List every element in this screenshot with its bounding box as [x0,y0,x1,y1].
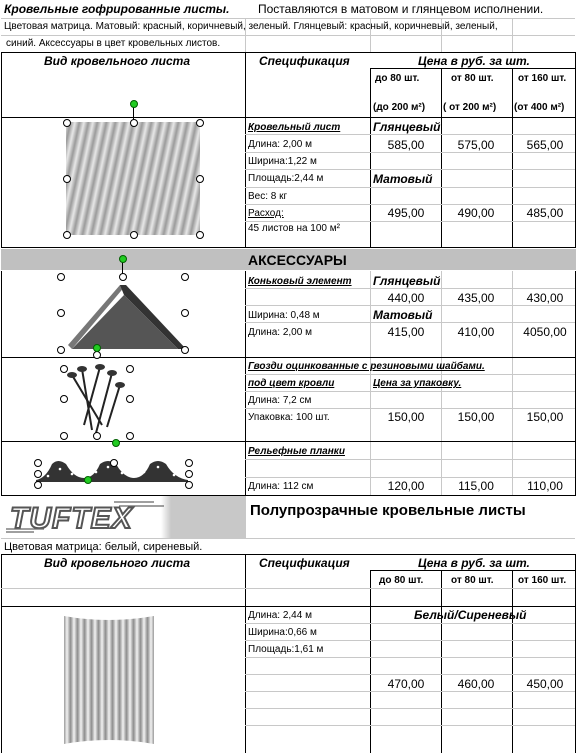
nails-price: 150,00 [457,410,495,424]
selection-handle-icon[interactable] [181,346,189,354]
sheet-length: Длина: 2,00 м [248,139,312,150]
selection-handle-icon[interactable] [126,395,134,403]
table2-tier-1: до 80 шт. [379,575,424,586]
page-subtitle: Поставляются в матовом и глянцевом исполнении. [258,2,544,16]
ridge-glossy-price: 435,00 [457,291,495,305]
selection-handle-icon[interactable] [196,175,204,183]
ridge-matte-price: 410,00 [457,325,495,339]
planks-price: 110,00 [527,479,563,493]
sheet-matte-label: Матовый [373,172,433,186]
tier-2: от 80 шт. [451,73,494,84]
color-matrix-line2: синий. Аксессуары в цвет кровельных листов. [6,38,221,49]
tier-3-area: (от 400 м²) [514,102,565,113]
selection-handle-icon[interactable] [60,395,68,403]
sheet-glossy-label: Глянцевый [373,120,441,134]
table2-price: 470,00 [387,677,425,691]
sheet-name: Кровельный лист [248,122,341,133]
col-header-spec: Спецификация [259,54,350,68]
ridge-matte-label: Матовый [373,308,433,322]
table2-tier-3: от 160 шт. [518,575,567,586]
col-header-price: Цена в руб. за шт. [418,54,530,68]
ridge-name: Коньковый элемент [248,276,352,287]
table2-length: Длина: 2,44 м [248,610,312,621]
tuftex-logo [4,498,169,534]
tier-1-area: (до 200 м²) [373,102,426,113]
selection-handle-icon[interactable] [60,365,68,373]
accessories-title: АКСЕССУАРЫ [248,252,347,268]
selection-handle-icon[interactable] [126,365,134,373]
translucent-sheet-image[interactable] [60,612,158,748]
sheet-usage-value: 45 листов на 100 м² [248,223,340,234]
rotation-handle-icon[interactable] [112,439,120,447]
selection-handle-icon[interactable] [60,432,68,440]
selection-handle-icon[interactable] [181,273,189,281]
selection-handle-icon[interactable] [34,481,42,489]
selection-handle-icon[interactable] [185,481,193,489]
sheet-matte-price: 485,00 [526,206,564,220]
table2-width: Ширина:0,66 м [248,627,317,638]
sheet-glossy-price: 565,00 [526,138,564,152]
table2-col-header-spec: Спецификация [259,556,350,570]
selection-handle-icon[interactable] [130,231,138,239]
nails-length: Длина: 7,2 см [248,395,312,406]
color-matrix-line1: Цветовая матрица. Матовый: красный, коричневый, зеленый. Глянцевый: красный, коричневый, зеленый, [4,21,498,32]
nails-name: Гвозди оцинкованные с резиновыми шайбами. [248,361,485,372]
rotation-handle-icon[interactable] [130,100,138,108]
tier-1: до 80 шт. [375,73,420,84]
selection-handle-icon[interactable] [181,309,189,317]
selection-handle-icon[interactable] [185,459,193,467]
selection-handle-icon[interactable] [34,459,42,467]
sheet-usage-label: Расход: [248,208,284,219]
nails-price: 150,00 [387,410,425,424]
table2-tier-2: от 80 шт. [451,575,494,586]
selection-handle-icon[interactable] [110,459,118,467]
sheet-width: Ширина:1,22 м [248,156,317,167]
selection-handle-icon[interactable] [196,231,204,239]
col-header-view: Вид кровельного листа [44,54,191,68]
selection-handle-icon[interactable] [126,432,134,440]
ridge-matte-price: 415,00 [387,325,425,339]
selection-handle-icon[interactable] [196,119,204,127]
nails-image[interactable] [62,355,132,440]
svg-text:TUFTEX: TUFTEX [10,502,133,534]
selection-handle-icon[interactable] [63,119,71,127]
tier-2-area: ( от 200 м²) [443,102,497,113]
selection-handle-icon[interactable] [93,351,101,359]
nails-pack-label: Цена за упаковку. [373,378,462,389]
selection-handle-icon[interactable] [119,273,127,281]
selection-handle-icon[interactable] [63,231,71,239]
selection-handle-icon[interactable] [57,346,65,354]
nails-price: 150,00 [526,410,564,424]
selection-handle-icon[interactable] [63,175,71,183]
brand-title: Полупрозрачные кровельные листы [250,502,526,519]
selection-handle-icon[interactable] [93,432,101,440]
nails-pack: Упаковка: 100 шт. [248,412,330,423]
ridge-matte-price: 4050,00 [523,325,567,339]
ridge-glossy-price: 430,00 [526,291,564,305]
roofing-sheet-image[interactable] [66,122,200,235]
planks-price: 120,00 [387,479,425,493]
sheet-matte-price: 495,00 [387,206,425,220]
table2-color-label: Белый/Сиреневый [414,608,527,622]
table2-price: 460,00 [457,677,495,691]
ridge-length: Длина: 2,00 м [248,327,312,338]
sheet-weight: Вес: 8 кг [248,191,288,202]
planks-length: Длина: 112 см [248,481,314,492]
ridge-glossy-label: Глянцевый [373,274,441,288]
sheet-glossy-price: 585,00 [387,138,425,152]
table2-price: 450,00 [526,677,564,691]
table2-col-header-price: Цена в руб. за шт. [418,556,530,570]
table2-col-header-view: Вид кровельного листа [44,556,191,570]
planks-name: Рельефные планки [248,446,345,457]
selection-handle-icon[interactable] [130,119,138,127]
sheet-glossy-price: 575,00 [457,138,495,152]
selection-handle-icon[interactable] [185,470,193,478]
selection-handle-icon[interactable] [57,309,65,317]
rotation-handle-icon[interactable] [119,255,127,263]
ridge-element-image[interactable] [58,275,188,350]
ridge-glossy-price: 440,00 [387,291,425,305]
rotation-handle-icon[interactable] [93,344,101,352]
page-title: Кровельные гофрированные листы. [4,2,230,16]
table2-area: Площадь:1,61 м [248,644,324,655]
selection-handle-icon[interactable] [34,470,42,478]
selection-handle-icon[interactable] [57,273,65,281]
ridge-width: Ширина: 0,48 м [248,310,320,321]
rotation-handle-icon[interactable] [84,476,92,484]
table2-color-matrix: Цветовая матрица: белый, сиреневый. [4,541,203,553]
tier-3: от 160 шт. [518,73,567,84]
sheet-area: Площадь:2,44 м [248,173,324,184]
sheet-matte-price: 490,00 [457,206,495,220]
nails-name-2: под цвет кровли [248,378,335,389]
planks-price: 115,00 [458,479,494,493]
